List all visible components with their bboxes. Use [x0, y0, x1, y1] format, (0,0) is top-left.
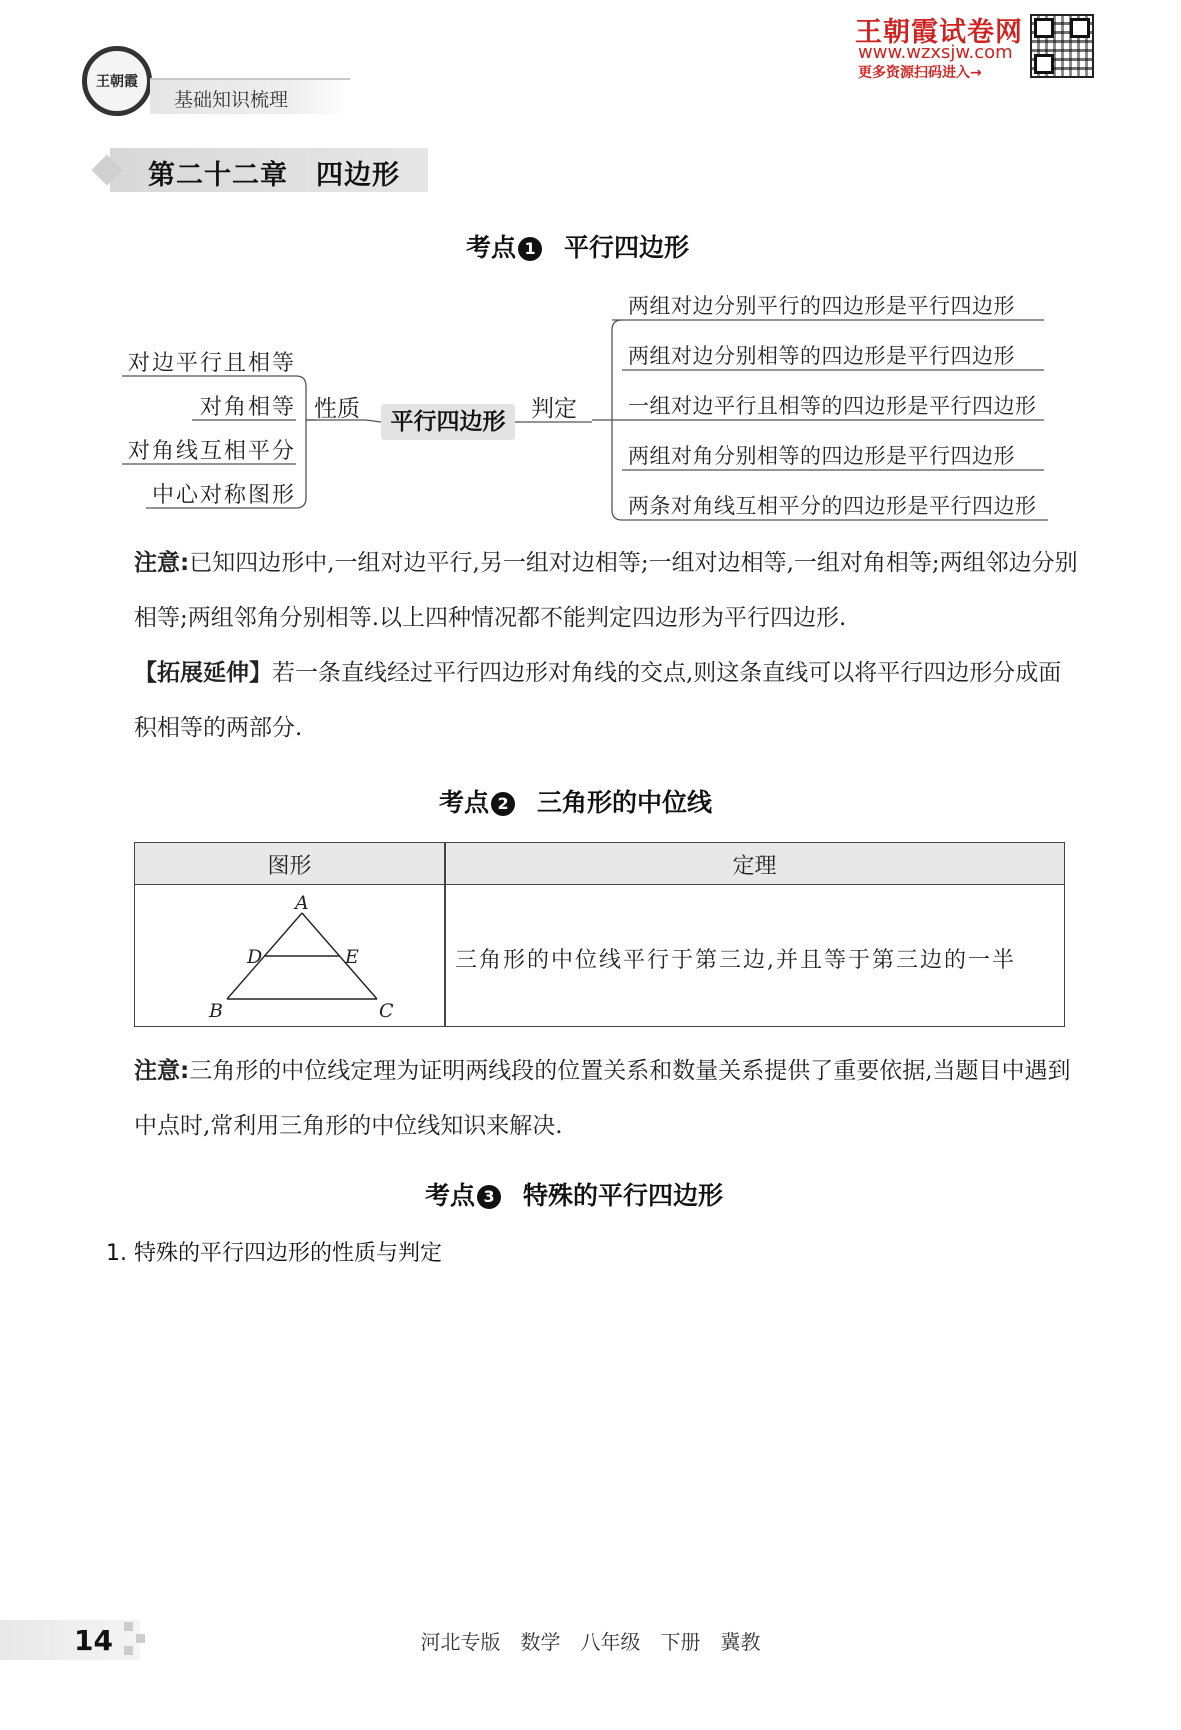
- subsection-heading: 1. 特殊的平行四边形的性质与判定: [106, 1241, 442, 1266]
- kaodian-title: 平行四边形: [564, 233, 690, 262]
- vertex-label-c: C: [379, 1000, 394, 1022]
- mind-map-center: 平行四边形: [381, 404, 515, 440]
- footer-info: 河北专版 数学 八年级 下册 冀教: [420, 1630, 761, 1654]
- table-header-figure: 图形: [267, 854, 312, 879]
- vertex-label-e: E: [345, 946, 359, 968]
- note-text: 已知四边形中,一组对边平行,另一组对边相等;一组对边相等,一组对角相等;两组邻边分别相等;两组邻角分别相等.以上四种情况都不能判定四边形为平行四边形.: [134, 550, 1078, 631]
- property-item: 对边平行且相等: [127, 351, 296, 376]
- criteria-label: 判定: [531, 396, 577, 422]
- kaodian-label: 考点: [439, 788, 490, 817]
- kaodian-number-icon: 1: [518, 237, 542, 261]
- criteria-item: 两组对边分别平行的四边形是平行四边形: [628, 294, 1015, 318]
- vertex-label-a: A: [295, 895, 309, 914]
- kaodian-label: 考点: [425, 1181, 476, 1210]
- criteria-item: 两条对角线互相平分的四边形是平行四边形: [628, 494, 1037, 518]
- properties-label: 性质: [314, 396, 360, 422]
- extension-paragraph: [134, 646, 1084, 756]
- note-label: 注意:: [134, 1058, 190, 1084]
- triangle-figure: [205, 895, 405, 1025]
- theorem-text: 三角形的中位线平行于第三边,并且等于第三边的一半: [455, 948, 1016, 973]
- kaodian-label: 考点: [466, 233, 517, 262]
- page-number: 14: [74, 1624, 113, 1657]
- extension-label: 【拓展延伸】: [134, 660, 272, 686]
- logo-text: 王朝霞: [96, 74, 138, 90]
- mind-map-lines: [0, 0, 1181, 560]
- property-item: 中心对称图形: [151, 483, 296, 508]
- kaodian-title: 三角形的中位线: [537, 788, 713, 817]
- criteria-item: 两组对角分别相等的四边形是平行四边形: [628, 444, 1015, 468]
- kaodian-2-heading: [439, 783, 712, 819]
- brand-tip: 更多资源扫码进入→: [858, 65, 982, 81]
- note-text: 三角形的中位线定理为证明两线段的位置关系和数量关系提供了重要依据,当题目中遇到中点时,常利用三角形的中位线知识来解决.: [134, 1058, 1071, 1139]
- table-header-theorem: 定理: [732, 854, 777, 879]
- midline-table: [134, 842, 1065, 1027]
- kaodian-number-icon: 3: [477, 1185, 501, 1209]
- extension-text: 若一条直线经过平行四边形对角线的交点,则这条直线可以将平行四边形分成面积相等的两部分.: [134, 660, 1062, 741]
- vertex-label-b: B: [209, 1000, 223, 1022]
- vertex-label-d: D: [247, 946, 263, 968]
- chapter-title: 第二十二章 四边形: [148, 160, 400, 191]
- section-tab-label: 基础知识梳理: [174, 89, 289, 111]
- note-paragraph: [134, 536, 1084, 646]
- kaodian-title: 特殊的平行四边形: [523, 1181, 724, 1210]
- kaodian-3-heading: [425, 1176, 723, 1212]
- note-paragraph: [134, 1044, 1084, 1154]
- brand-url[interactable]: www.wzxsjw.com: [858, 42, 1013, 63]
- criteria-item: 一组对边平行且相等的四边形是平行四边形: [628, 394, 1037, 418]
- property-item: 对角相等: [199, 395, 296, 420]
- kaodian-number-icon: 2: [491, 792, 515, 816]
- brand-title: 王朝霞试卷网: [855, 17, 1023, 48]
- criteria-item: 两组对边分别相等的四边形是平行四边形: [628, 344, 1015, 368]
- note-label: 注意:: [134, 550, 190, 576]
- property-item: 对角线互相平分: [127, 439, 296, 464]
